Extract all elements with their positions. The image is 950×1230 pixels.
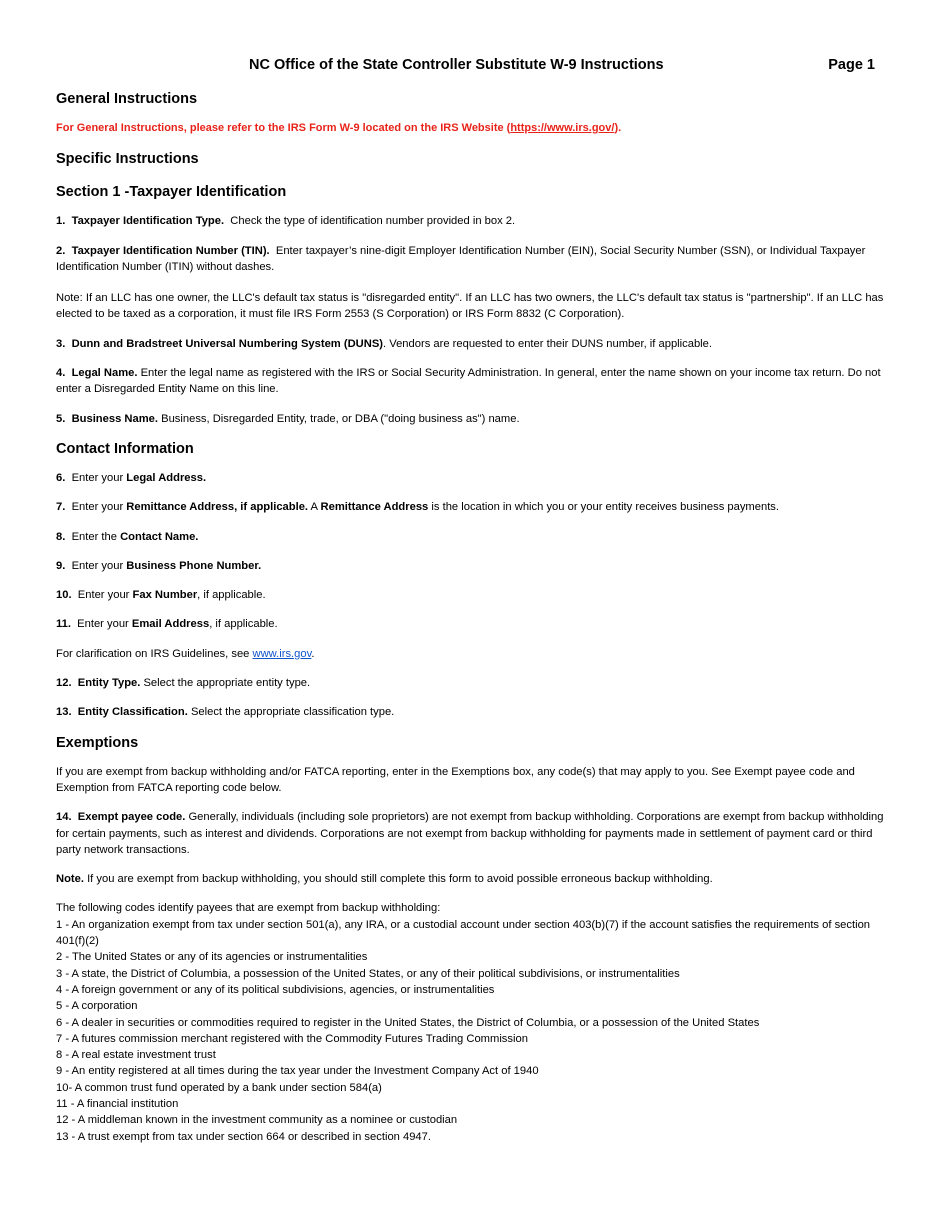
item-6: 6. Enter your Legal Address. [56, 471, 207, 484]
page-number: Page 1 [828, 57, 875, 73]
item-3: 3. Dunn and Bradstreet Universal Numbering System (DUNS). Vendors are requested to enter their DUNS number, if applicable. [56, 337, 712, 350]
contact-information-heading: Contact Information [56, 440, 194, 457]
exempt-code: 11 - A financial institution [56, 1097, 179, 1110]
exempt-code: 8 - A real estate investment trust [56, 1049, 216, 1062]
item-4: 4. Legal Name. Enter the legal name as registered with the IRS or Social Security Administration. In general, enter the name shown on your income tax return. Do not enter a Disregarded Entity Name on this line. [56, 367, 881, 396]
exempt-code: 13 - A trust exempt from tax under section 664 or described in section 4947. [56, 1130, 431, 1143]
item-12: 12. Entity Type. Select the appropriate entity type. [56, 677, 311, 690]
item-11: 11. Enter your Email Address, if applicable. [56, 618, 278, 631]
llc-note: Note: If an LLC has one owner, the LLC's default tax status is "disregarded entity". If an LLC has two owners, the LLC's default tax status is "partnership". If an LLC has elected to be taxed as a corporation, it must file IRS Form 2553 (S Corporation) or IRS Form 8832 (C Corporation). [56, 292, 884, 321]
document-body [56, 90, 891, 1145]
section1-heading: Section 1 -Taxpayer Identification [56, 184, 287, 201]
specific-instructions-heading: Specific Instructions [56, 151, 199, 168]
document-page [56, 0, 891, 1230]
exempt-code: 5 - A corporation [56, 1000, 138, 1013]
backup-withholding-note: Note. If you are exempt from backup withholding, you should still complete this form to avoid possible erroneous backup withholding. [56, 873, 713, 886]
item-1: 1. Taxpayer Identification Type. Check the type of identification number provided in box 2. [56, 215, 516, 228]
exempt-code: 10- A common trust fund operated by a bank under section 584(a) [56, 1081, 382, 1094]
irs-website-link[interactable]: https://www.irs.gov/ [510, 122, 615, 134]
item-13: 13. Entity Classification. Select the appropriate classification type. [56, 706, 395, 719]
irs-gov-link[interactable]: www.irs.gov [252, 647, 312, 660]
item-8: 8. Enter the Contact Name. [56, 530, 199, 543]
exempt-code: 9 - An entity registered at all times during the tax year under the Investment Company Act of 1940 [56, 1065, 539, 1078]
exempt-code: 1 - An organization exempt from tax under section 501(a), any IRA, or a custodial account under section 403(b)(7) if the account satisfies the requirements of section 401(f)(2) [56, 918, 871, 948]
general-instructions-note: For General Instructions, please refer to the IRS Form W-9 located on the IRS Website (https://www.irs.gov/). [56, 122, 622, 134]
exempt-codes-intro: The following codes identify payees that are exempt from backup withholding: [56, 902, 441, 915]
document-title: NC Office of the State Controller Substitute W-9 Instructions [249, 57, 664, 73]
exempt-code: 6 - A dealer in securities or commodities required to register in the United States, the District of Columbia, or a possession of the United States [56, 1016, 760, 1029]
exempt-code: 3 - A state, the District of Columbia, a possession of the United States, or any of their political subdivisions, or instrumentalities [56, 967, 680, 980]
exempt-code: 2 - The United States or any of its agencies or instrumentalities [56, 951, 368, 964]
irs-clarification: For clarification on IRS Guidelines, see www.irs.gov. [56, 647, 315, 660]
exempt-code: 4 - A foreign government or any of its political subdivisions, agencies, or instrumentalities [56, 983, 495, 996]
item-7: 7. Enter your Remittance Address, if applicable. A Remittance Address is the location in which you or your entity receives business payments. [56, 501, 780, 514]
page-header [56, 57, 891, 77]
item-2: 2. Taxpayer Identification Number (TIN). Enter taxpayer’s nine-digit Employer Identification Number (EIN), Social Security Number (SSN), or Individual Taxpayer Identification Number (ITIN) without dashes. [56, 244, 866, 273]
exempt-code: 12 - A middleman known in the investment community as a nominee or custodian [56, 1114, 458, 1127]
item-5: 5. Business Name. Business, Disregarded Entity, trade, or DBA ("doing business as") name. [56, 412, 520, 425]
exempt-code: 7 - A futures commission merchant registered with the Commodity Futures Trading Commission [56, 1032, 528, 1045]
item-9: 9. Enter your Business Phone Number. [56, 559, 262, 572]
item-10: 10. Enter your Fax Number, if applicable. [56, 589, 266, 602]
exemptions-intro: If you are exempt from backup withholding and/or FATCA reporting, enter in the Exemptions box, any code(s) that may apply to you. See Exempt payee code and Exemption from FATCA reporting code below. [56, 765, 855, 794]
exempt-codes-list [56, 900, 891, 1144]
item-14: 14. Exempt payee code. Generally, individuals (including sole proprietors) are not exempt from backup withholding. Corporations are exempt from backup withholding for certain payments, such as interest and dividends. Corporations are not exempt from backup withholding for payments made in settlement of payment card or third party network transactions. [56, 811, 884, 856]
exemptions-heading: Exemptions [56, 734, 139, 751]
general-instructions-heading: General Instructions [56, 91, 198, 107]
